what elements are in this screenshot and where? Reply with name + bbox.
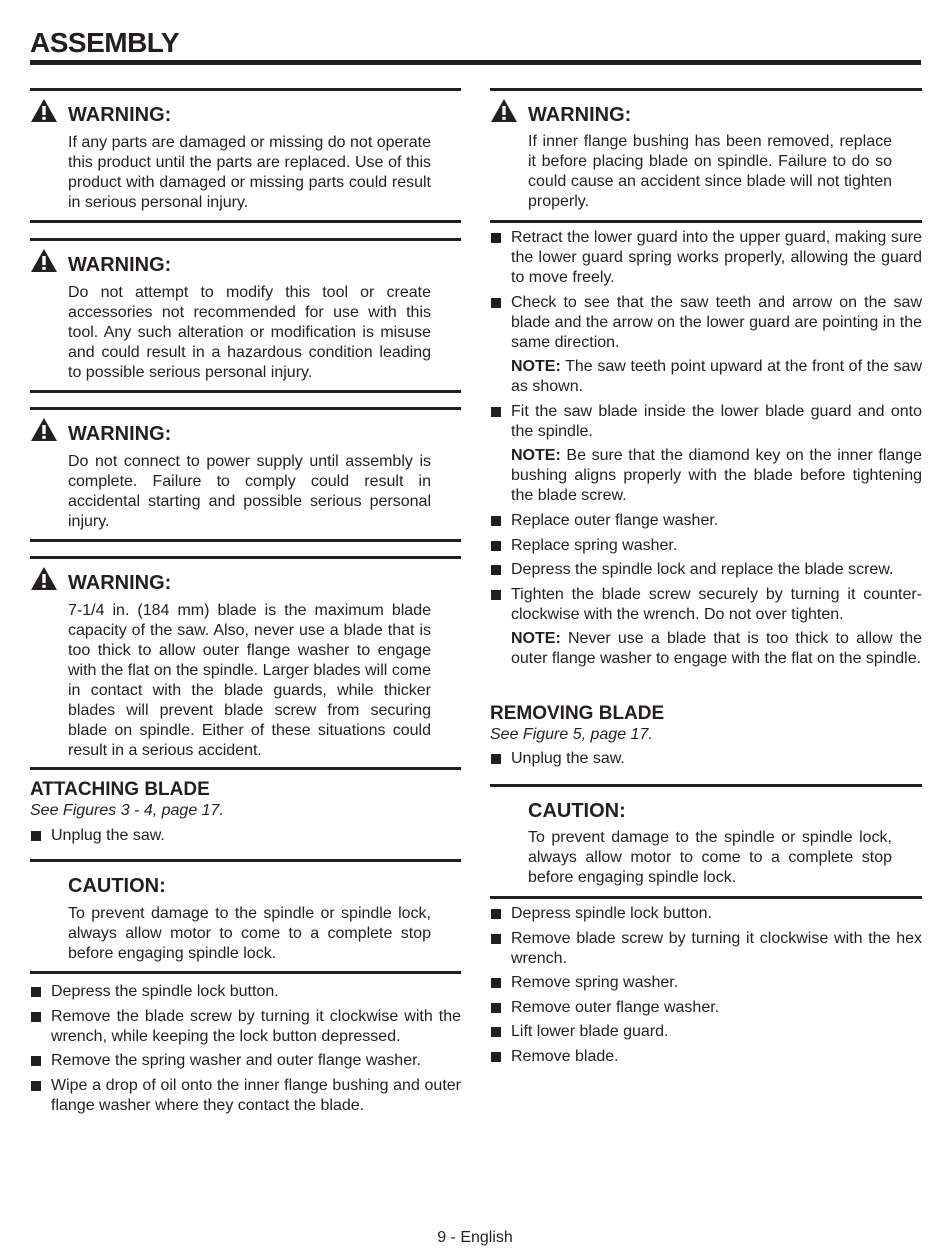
page-number: 9 - English <box>437 1229 513 1246</box>
warning-box-4 <box>30 556 461 770</box>
section-title-attaching: ATTACHING BLADE <box>30 779 210 800</box>
bullet-list <box>490 904 922 1072</box>
list-item: Lift lower blade guard. <box>490 1022 922 1042</box>
bullet-square-icon <box>31 1012 41 1022</box>
warning-triangle-icon <box>30 98 58 123</box>
note: NOTE: The saw teeth point upward at the front of the saw as shown. <box>511 358 922 396</box>
warning-box-3 <box>30 407 461 542</box>
caution-box <box>30 859 461 974</box>
warning-text: Do not attempt to modify this tool or create accessories not recommended for use with this tool. Any such alteration or modification is misuse and could result in a hazardous condition leading to possible serious personal injury. <box>68 284 431 381</box>
bullet-square-icon <box>491 516 501 526</box>
caution-text: To prevent damage to the spindle or spindle lock, always allow motor to come to a complete stop before engaging spindle lock. <box>528 829 892 886</box>
bullet-square-icon <box>491 754 501 764</box>
bullet-square-icon <box>491 407 501 417</box>
warning-label: WARNING: <box>68 572 172 594</box>
bullet-square-icon <box>31 987 41 997</box>
bullet-square-icon <box>491 233 501 243</box>
warning-triangle-icon <box>30 566 58 591</box>
list-item: Wipe a drop of oil onto the inner flange bushing and outer flange washer where they contact the blade. <box>30 1076 461 1116</box>
section-title-removing: REMOVING BLADE <box>490 703 665 724</box>
list-item: Remove outer flange washer. <box>490 998 922 1018</box>
warning-label: WARNING: <box>528 104 632 126</box>
warning-text: If any parts are damaged or missing do not operate this product until the parts are replaced. Use of this product with damaged or missing parts could result in serious personal injury. <box>68 134 431 211</box>
list-item: Check to see that the saw teeth and arrow on the saw blade and the arrow on the lower guard are pointing in the same direction. <box>490 293 922 353</box>
list-item: Replace spring washer. <box>490 536 922 556</box>
bullet-square-icon <box>491 909 501 919</box>
bullet-square-icon <box>31 1081 41 1091</box>
caution-label: CAUTION: <box>528 800 626 822</box>
bullet-square-icon <box>31 831 41 841</box>
warning-triangle-icon <box>30 417 58 442</box>
bullet-square-icon <box>491 590 501 600</box>
warning-triangle-icon <box>30 248 58 273</box>
note: NOTE: Never use a blade that is too thick to allow the outer flange washer to engage with the flat on the spindle. <box>511 630 922 668</box>
list-item: Remove blade. <box>490 1047 922 1067</box>
warning-box-inner-flange <box>490 88 922 223</box>
bullet-square-icon <box>491 541 501 551</box>
bullet-list <box>30 826 461 851</box>
bullet-square-icon <box>491 1027 501 1037</box>
list-item: Replace outer flange washer. <box>490 511 922 531</box>
warning-label: WARNING: <box>68 254 172 276</box>
bullet-square-icon <box>491 978 501 988</box>
list-item: Unplug the saw. <box>30 826 461 846</box>
warning-text: 7-1/4 in. (184 mm) blade is the maximum blade capacity of the saw. Also, never use a blade that is too thick to allow outer flange washer to engage with the flat on the spindle. Larger blades will come in contact with the blade guards, while thicker blades will prevent blade screw from securing blade on spindle. Either of these situations could result in a serious accident. <box>68 602 431 759</box>
bullet-list <box>30 982 461 1120</box>
list-item: Depress the spindle lock and replace the blade screw. <box>490 560 922 580</box>
list-item: Remove spring washer. <box>490 973 922 993</box>
list-item: Remove blade screw by turning it clockwise with the hex wrench. <box>490 929 922 969</box>
caution-label: CAUTION: <box>68 875 166 897</box>
warning-label: WARNING: <box>68 104 172 126</box>
figure-reference: See Figures 3 - 4, page 17. <box>30 802 224 819</box>
warning-label: WARNING: <box>68 423 172 445</box>
caution-box <box>490 784 922 899</box>
list-item: Unplug the saw. <box>490 749 922 769</box>
bullet-square-icon <box>491 298 501 308</box>
bullet-square-icon <box>491 565 501 575</box>
warning-text: If inner flange bushing has been removed, replace it before placing blade on spindle. Failure to do so could cause an accident since blade will not tighten properly. <box>528 133 892 210</box>
note: NOTE: Be sure that the diamond key on the inner flange bushing aligns properly with the blade before tightening the blade screw. <box>511 447 922 505</box>
bullet-square-icon <box>491 1003 501 1013</box>
list-item: Depress spindle lock button. <box>490 904 922 924</box>
list-item: Fit the saw blade inside the lower blade guard and onto the spindle. <box>490 402 922 442</box>
bullet-list <box>490 228 922 674</box>
warning-box-2 <box>30 238 461 393</box>
caution-text: To prevent damage to the spindle or spindle lock, always allow motor to come to a complete stop before engaging spindle lock. <box>68 905 431 962</box>
warning-text: Do not connect to power supply until assembly is complete. Failure to comply could result in accidental starting and possible serious personal injury. <box>68 453 431 530</box>
list-item: Tighten the blade screw securely by turning it counter-clockwise with the wrench. Do not over tighten. <box>490 585 922 625</box>
warning-box-1 <box>30 88 461 223</box>
page-title: ASSEMBLY <box>30 27 180 58</box>
title-rule <box>30 60 921 65</box>
list-item: Remove the spring washer and outer flange washer. <box>30 1051 461 1071</box>
list-item: Remove the blade screw by turning it clockwise with the wrench, while keeping the lock button depressed. <box>30 1007 461 1047</box>
warning-triangle-icon <box>490 98 518 123</box>
bullet-square-icon <box>491 934 501 944</box>
bullet-square-icon <box>491 1052 501 1062</box>
bullet-square-icon <box>31 1056 41 1066</box>
list-item: Retract the lower guard into the upper guard, making sure the lower guard spring works properly, allowing the guard to move freely. <box>490 228 922 288</box>
bullet-list <box>490 749 922 774</box>
figure-reference: See Figure 5, page 17. <box>490 726 653 743</box>
list-item: Depress the spindle lock button. <box>30 982 461 1002</box>
